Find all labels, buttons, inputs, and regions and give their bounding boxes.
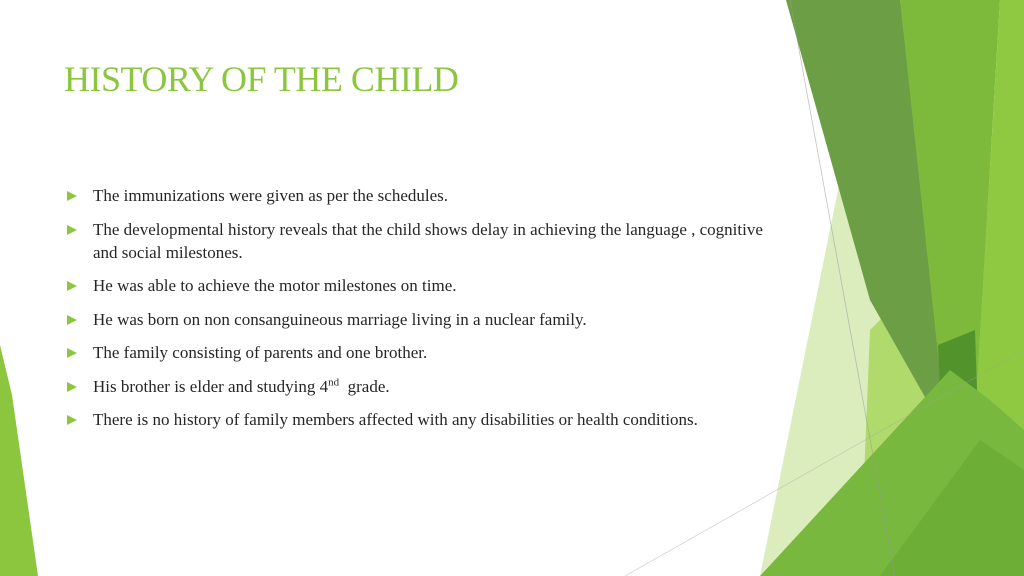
arrow-bullet-icon [67,191,77,201]
bullet-text: He was born on non consanguineous marriage living in a nuclear family. [93,309,587,329]
bullet-item [64,375,774,398]
bullet-text: The immunizations were given as per the schedules. [93,186,448,205]
bullet-text: There is no history of family members affected with any disabilities or health conditions. [93,410,698,429]
bullet-text: The family consisting of parents and one brother. [93,343,428,362]
bullet-text: He was able to achieve the motor milestones on time. [93,276,457,295]
arrow-bullet-icon [67,415,77,425]
bullet-text-before: His brother is elder and studying 4 [93,376,329,396]
bullet-text-after: grade. [339,376,390,396]
arrow-bullet-icon [67,382,77,392]
arrow-bullet-icon [67,348,77,358]
ordinal-superscript: nd [328,375,340,388]
bullet-item [64,218,774,264]
bullet-item [64,408,774,431]
bullet-item [64,274,774,297]
bullet-item [64,341,774,364]
arrow-bullet-icon [67,315,77,325]
arrow-bullet-icon [67,281,77,291]
bullet-text: The developmental history reveals that the child shows delay in achieving the language , cognitive and social milestones. [93,219,763,262]
left-green-sliver [0,345,38,576]
bullet-item [64,184,774,207]
arrow-bullet-icon [67,225,77,235]
bullet-list [64,184,774,442]
bullet-item [64,308,774,331]
slide-title: HISTORY OF THE CHILD [64,59,459,99]
